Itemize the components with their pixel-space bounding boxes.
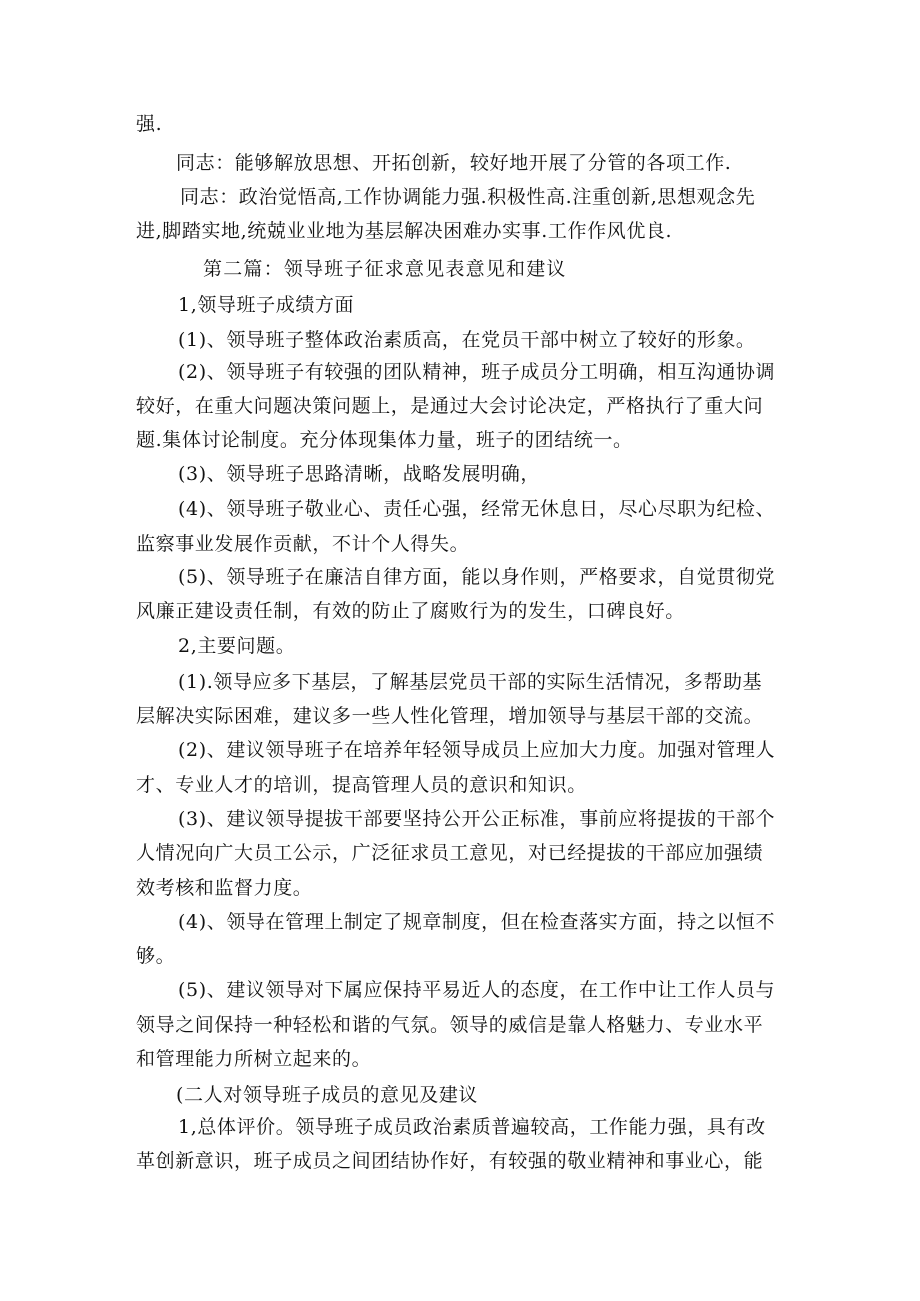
text-line-15: 风廉正建设责任制，有效的防止了腐败行为的发生，口碑良好。 [136,600,685,622]
text-line-22: 人情况向广大员工公示，广泛征求员工意见，对已经提拔的干部应加强绩 [136,842,764,864]
text-line-28: 和管理能力所树立起来的。 [136,1048,372,1070]
text-line-3: 同志：政治觉悟高,工作协调能力强.积极性高.注重创新,思想观念先 [180,186,756,208]
text-line-7: (1)、领导班子整体政治素质高，在党员干部中树立了较好的形象。 [178,329,756,351]
text-line-25: 够。 [136,945,176,967]
text-line-14: (5)、领导班子在廉洁自律方面，能以身作则，严格要求，自觉贯彻党 [178,566,776,588]
text-line-1: 强. [136,113,163,135]
text-line-31: 革创新意识，班子成员之间团结协作好，有较强的敬业精神和事业心，能 [136,1150,764,1172]
subheading-achievements: 1,领导班子成绩方面 [178,294,355,316]
text-line-30: 1,总体评价。领导班子成员政治素质普遍较高，工作能力强，具有改 [178,1116,766,1138]
text-line-18: 层解决实际困难，建议多一些人性化管理，增加领导与基层干部的交流。 [136,705,764,727]
text-line-13: 监察事业发展作贡献，不计个人得失。 [136,533,470,555]
text-line-17: (1).领导应多下基层，了解基层党员干部的实际生活情况，多帮助基 [178,671,763,693]
text-line-26: (5)、建议领导对下属应保持平易近人的态度，在工作中让工作人员与 [178,979,776,1001]
text-line-19: (2)、建议领导班子在培养年轻领导成员上应加大力度。加强对管理人 [178,739,776,761]
text-line-12: (4)、领导班子敬业心、责任心强，经常无休息日，尽心尽职为纪检、 [178,498,776,520]
text-line-9: 较好，在重大问题决策问题上，是通过大会讨论决定，严格执行了重大问 [136,395,764,417]
text-line-10: 题.集体讨论制度。充分体现集体力量，班子的团结统一。 [136,429,633,451]
text-line-23: 效考核和监督力度。 [136,877,313,899]
subheading-member-opinions: (二人对领导班子成员的意见及建议 [176,1084,479,1106]
text-line-8: (2)、领导班子有较强的团队精神，班子成员分工明确，相互沟通协调 [178,361,776,383]
text-line-24: (4)、领导在管理上制定了规章制度，但在检查落实方面，持之以恒不 [178,911,776,933]
text-line-20: 才、专业人才的培训，提高管理人员的意识和知识。 [136,774,587,796]
section-heading: 第二篇：领导班子征求意见表意见和建议 [203,258,567,280]
text-line-21: (3)、建议领导提拔干部要坚持公开公正标准，事前应将提拔的干部个 [178,808,776,830]
text-line-27: 领导之间保持一种轻松和谐的气氛。领导的威信是靠人格魅力、专业水平 [136,1014,764,1036]
text-line-2: 同志：能够解放思想、开拓创新，较好地开展了分管的各项工作. [176,152,732,174]
text-line-4: 进,脚踏实地,统兢业业地为基层解决困难办实事.工作作风优良. [136,220,673,242]
text-line-11: (3)、领导班子思路清晰，战略发展明确， [178,463,540,485]
subheading-problems: 2,主要问题。 [178,635,296,657]
